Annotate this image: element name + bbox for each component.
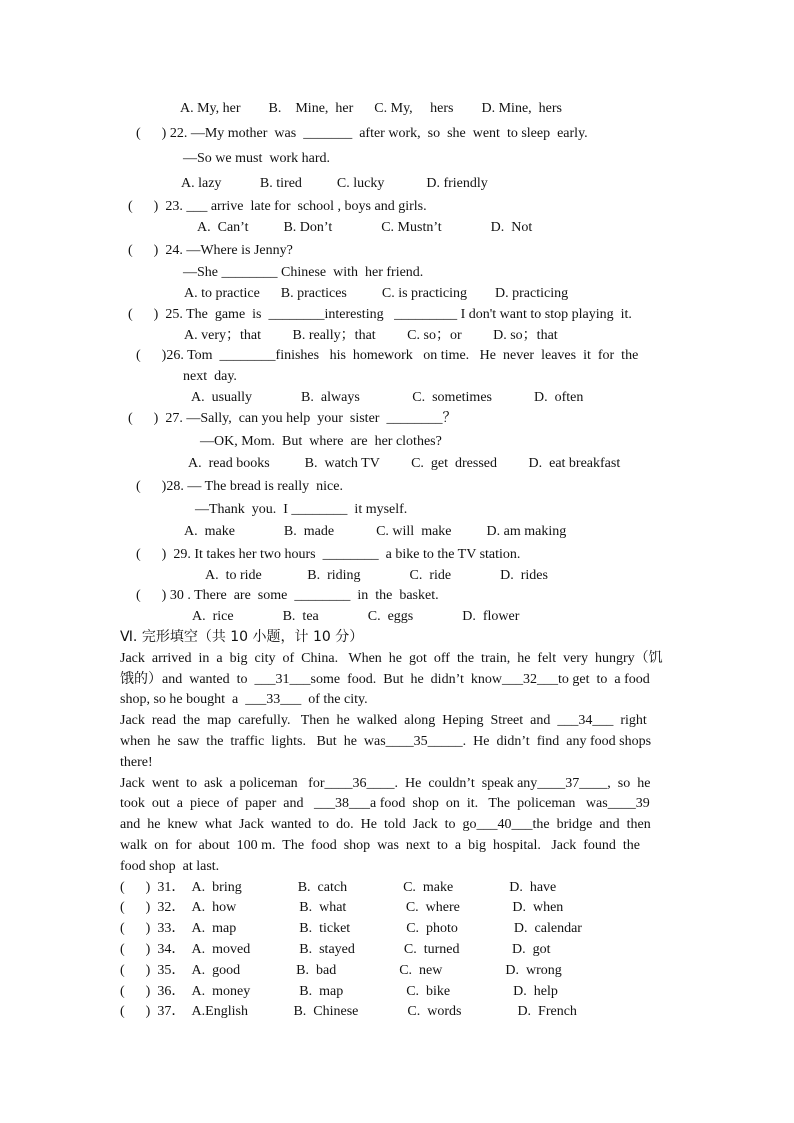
- q29-options: A. to ride B. riding C. ride D. rides: [205, 568, 548, 583]
- q26-question: ( )26. Tom ________finishes his homework on time. He never leaves it for the: [136, 348, 639, 363]
- q29-question: ( ) 29. It takes her two hours ________ a bike to the TV station.: [136, 547, 521, 562]
- q24-options: A. to practice B. practices C. is practicing D. practicing: [184, 286, 569, 301]
- q25-question: ( ) 25. The game is ________interesting _________ I don't want to stop playing it.: [128, 307, 632, 322]
- q24-reply: —She ________ Chinese with her friend.: [183, 265, 424, 280]
- q28-question: ( )28. — The bread is really nice.: [136, 479, 343, 494]
- q35-row: ( ) 35． A. good B. bad C. new D. wrong: [120, 963, 562, 978]
- section-title: Ⅵ. 完形填空（共 10 小题，计 10 分）: [120, 629, 364, 645]
- q27-question: ( ) 27. —Sally, can you help your sister ________？: [128, 411, 457, 426]
- passage-line: took out a piece of paper and ___38___a food shop on it. The policeman was____39: [120, 796, 650, 811]
- q26-options: A. usually B. always C. sometimes D. often: [191, 390, 584, 405]
- passage-line: Jack arrived in a big city of China. When he got off the train, he felt very hungry（饥: [120, 651, 663, 666]
- q32-row: ( ) 32． A. how B. what C. where D. when: [120, 900, 564, 915]
- passage-line: there!: [120, 755, 153, 770]
- q30-options: A. rice B. tea C. eggs D. flower: [192, 609, 520, 624]
- q21-options: A. My, her B. Mine, her C. My, hers D. Mine, hers: [180, 101, 562, 116]
- q37-row: ( ) 37． A.English B. Chinese C. words D. French: [120, 1004, 577, 1019]
- passage-line: and he knew what Jack wanted to do. He told Jack to go___40___the bridge and then: [120, 817, 651, 832]
- q24-question: ( ) 24. —Where is Jenny?: [128, 243, 293, 258]
- q23-question: ( ) 23. ___ arrive late for school , boys and girls.: [128, 199, 427, 214]
- passage-line: Jack went to ask a policeman for____36____. He couldn’t speak any____37____, so he: [120, 776, 651, 791]
- q22-reply: —So we must work hard.: [183, 151, 330, 166]
- q25-options: A. very；that B. really；that C. so；or D. so；that: [184, 328, 558, 343]
- q27-options: A. read books B. watch TV C. get dressed D. eat breakfast: [188, 456, 621, 471]
- q28-options: A. make B. made C. will make D. am making: [184, 524, 567, 539]
- q36-row: ( ) 36． A. money B. map C. bike D. help: [120, 984, 558, 999]
- q23-options: A. Can’t B. Don’t C. Mustn’t D. Not: [197, 220, 533, 235]
- passage-line: walk on for about 100 m. The food shop was next to a big hospital. Jack found the: [120, 838, 640, 853]
- q30-question: ( ) 30 . There are some ________ in the basket.: [136, 588, 439, 603]
- passage-line: 饿的）and wanted to ___31___some food. But he didn’t know___32___to get to a food: [120, 672, 650, 687]
- q31-row: ( ) 31． A. bring B. catch C. make D. have: [120, 880, 557, 895]
- passage-line: food shop at last.: [120, 859, 220, 874]
- q26-continuation: next day.: [183, 369, 237, 384]
- passage-line: when he saw the traffic lights. But he was____35_____. He didn’t find any food shops: [120, 734, 652, 749]
- q27-reply: —OK, Mom. But where are her clothes?: [200, 434, 442, 449]
- q28-reply: —Thank you. I ________ it myself.: [195, 502, 408, 517]
- q22-options: A. lazy B. tired C. lucky D. friendly: [181, 176, 488, 191]
- passage-line: shop, so he bought a ___33___ of the city.: [120, 692, 368, 707]
- q33-row: ( ) 33． A. map B. ticket C. photo D. calendar: [120, 921, 582, 936]
- q34-row: ( ) 34． A. moved B. stayed C. turned D. got: [120, 942, 551, 957]
- q22-question: ( ) 22. —My mother was _______ after work, so she went to sleep early.: [136, 126, 588, 141]
- passage-line: Jack read the map carefully. Then he walked along Heping Street and ___34___ right: [120, 713, 647, 728]
